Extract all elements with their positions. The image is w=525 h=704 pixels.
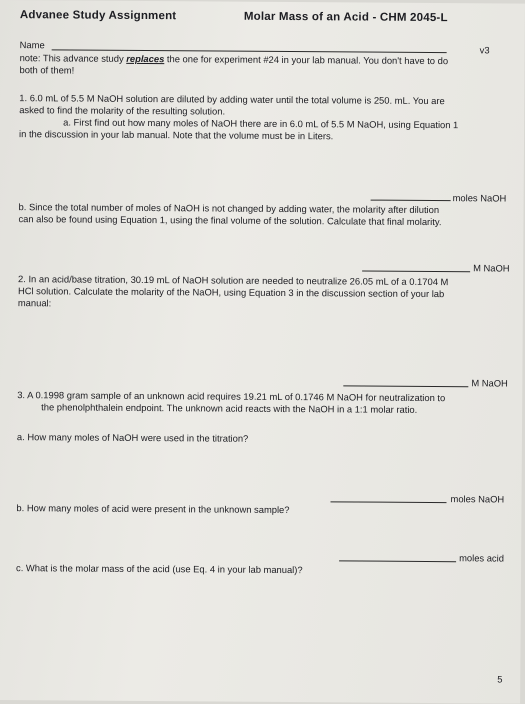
q3b-answer-field[interactable] xyxy=(339,550,456,562)
q3a-text: a. How many moles of NaOH were used in the titration? xyxy=(16,431,249,444)
q1b-text-1: b. Since the total number of moles of NaOH is not changed by adding water, the molarity after dilution xyxy=(18,201,440,216)
q3-text-1: 3. A 0.1998 gram sample of an unknown acid requires 19.21 mL of 0.1746 M NaOH for neutralization to xyxy=(17,389,446,404)
assignment-title: Advanee Study Assignment xyxy=(19,9,177,23)
q1b-answer-field[interactable] xyxy=(362,261,470,273)
q1a-unit: moles NaOH xyxy=(452,192,507,204)
course-title: Molar Mass of an Acid - CHM 2045-L xyxy=(243,10,448,25)
note-line-1 xyxy=(20,52,449,67)
version-label: v3 xyxy=(479,44,490,56)
note-prefix: note: This advance study xyxy=(19,52,127,64)
q1b-unit: M NaOH xyxy=(473,262,510,274)
q2-text-1: 2. In an acid/base titration, 30.19 mL of NaOH solution are needed to neutralize 26.05 mL of a 0.1704 M xyxy=(18,273,449,288)
page-number: 5 xyxy=(497,673,503,685)
q1-text-1: 1. 6.0 mL of 5.5 M NaOH solution are diluted by adding water until the total volume is 250. mL. You are xyxy=(19,92,445,107)
q1-text-2: asked to find the molarity of the resulting solution. xyxy=(19,104,226,117)
q3a-unit: moles NaOH xyxy=(450,493,505,505)
q2-text-3: manual: xyxy=(17,297,52,309)
note-emphasis: replaces xyxy=(126,52,165,65)
q3-text-2: the phenolphthalein endpoint. The unknown acid reacts with the NaOH in a 1:1 molar ratio. xyxy=(41,401,418,415)
name-field[interactable] xyxy=(52,39,447,53)
q3a-answer-field[interactable] xyxy=(331,491,447,503)
q2-answer-field[interactable] xyxy=(343,375,468,387)
note-line-2: both of them! xyxy=(19,64,75,76)
q3b-text: b. How many moles of acid were present in the unknown sample? xyxy=(16,502,290,516)
note-suffix: the one for experiment #24 in your lab manual. You don't have to do xyxy=(164,53,449,67)
q2-text-2: HCl solution. Calculate the molarity of the NaOH, using Equation 3 in the discussion section of your lab xyxy=(17,285,445,300)
q1b-text-2: can also be found using Equation 1, using the final volume of the solution. Calculate that final molarity. xyxy=(18,213,442,228)
name-label: Name xyxy=(19,39,45,51)
q1a-text-1: a. First find out how many moles of NaOH there are in 6.0 mL of 5.5 M NaOH, using Equation 1 xyxy=(63,116,459,131)
q1a-answer-field[interactable] xyxy=(371,190,451,202)
q3c-text: c. What is the molar mass of the acid (use Eq. 4 in your lab manual)? xyxy=(15,562,303,576)
q3b-unit: moles acid xyxy=(459,552,504,564)
q2-unit: M NaOH xyxy=(471,377,508,389)
q1a-text-2: in the discussion in your lab manual. Note that the volume must be in Liters. xyxy=(19,128,334,142)
